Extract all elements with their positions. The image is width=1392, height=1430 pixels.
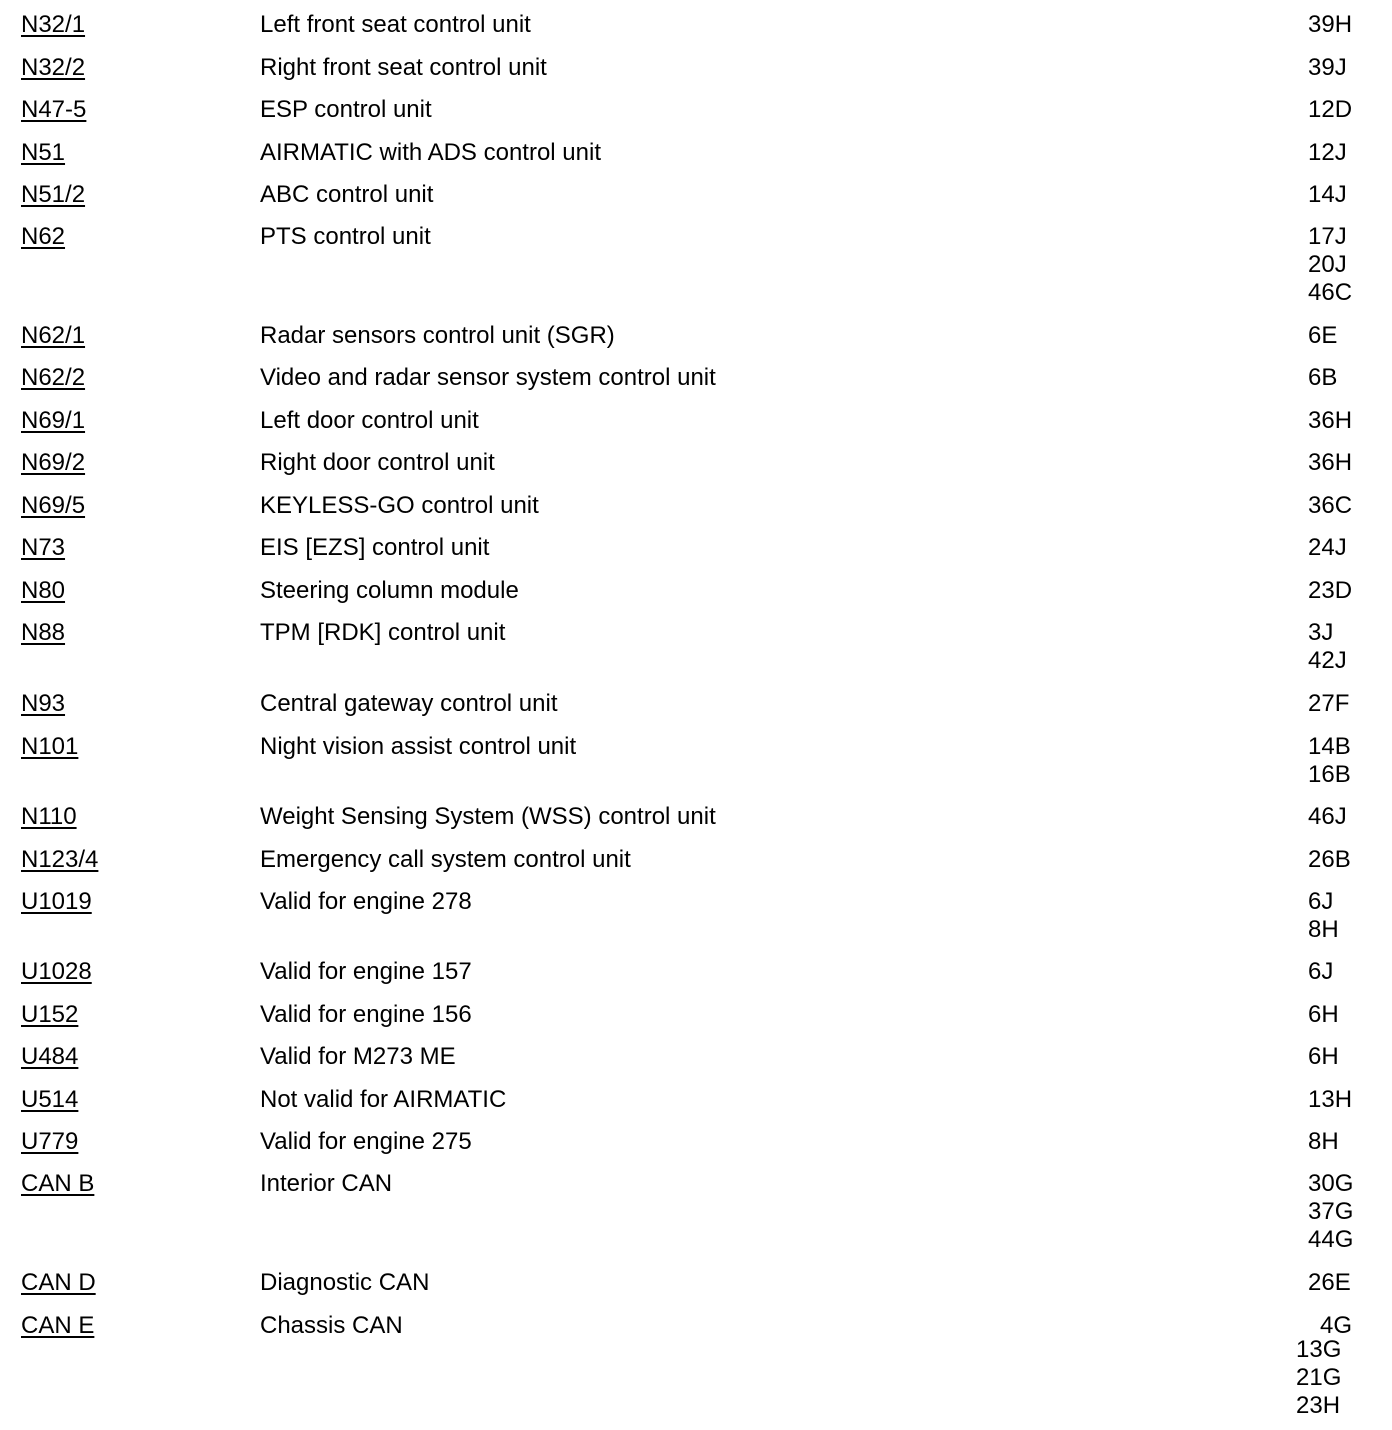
grid-reference: 13H — [1308, 1086, 1353, 1113]
grid-reference: 6H — [1308, 1043, 1339, 1070]
grid-references — [1308, 1128, 1339, 1156]
grid-references — [1308, 181, 1347, 209]
grid-references — [1308, 96, 1352, 124]
grid-references — [1308, 1043, 1339, 1071]
grid-references — [1308, 11, 1352, 39]
grid-references — [1308, 733, 1351, 789]
grid-reference: 17J — [1308, 223, 1347, 250]
component-code-link[interactable]: N69/1 — [21, 407, 86, 434]
grid-reference: 26E — [1308, 1269, 1351, 1296]
component-code-link[interactable]: U1028 — [21, 958, 92, 985]
component-code-link[interactable]: N69/2 — [21, 449, 86, 476]
component-description: Emergency call system control unit — [260, 846, 631, 873]
grid-reference: 20J — [1308, 251, 1347, 278]
component-code-link[interactable]: CAN D — [21, 1269, 96, 1296]
component-code-link[interactable]: N32/2 — [21, 54, 86, 81]
component-code-link[interactable]: N110 — [21, 803, 77, 830]
grid-reference: 26B — [1308, 846, 1351, 873]
component-code-link[interactable]: N32/1 — [21, 11, 86, 38]
grid-references — [1308, 322, 1337, 350]
component-code-link[interactable]: N62/2 — [21, 364, 86, 391]
component-code-link[interactable]: N62 — [21, 223, 66, 250]
grid-reference: 36H — [1308, 449, 1353, 476]
component-code-link[interactable]: N51 — [21, 139, 66, 166]
component-description: Left front seat control unit — [260, 11, 531, 38]
component-description: TPM [RDK] control unit — [260, 619, 506, 646]
component-description: Central gateway control unit — [260, 690, 558, 717]
grid-references — [1308, 1001, 1339, 1029]
grid-reference: 16B — [1308, 761, 1351, 788]
grid-reference: 6E — [1308, 322, 1338, 349]
grid-reference: 30G — [1308, 1170, 1354, 1197]
component-description: AIRMATIC with ADS control unit — [260, 139, 601, 166]
component-description: Valid for engine 275 — [260, 1128, 472, 1155]
grid-references — [1308, 1269, 1351, 1297]
grid-reference: 21G — [1296, 1364, 1342, 1391]
grid-references — [1308, 1086, 1352, 1114]
component-description: Valid for engine 157 — [260, 958, 472, 985]
component-description: ABC control unit — [260, 181, 434, 208]
grid-references — [1308, 690, 1349, 718]
grid-reference: 6J — [1308, 958, 1334, 985]
grid-references — [1308, 54, 1347, 82]
component-description: PTS control unit — [260, 223, 431, 250]
component-description: Interior CAN — [260, 1170, 393, 1197]
grid-references — [1308, 958, 1333, 986]
grid-reference: 27F — [1308, 690, 1350, 717]
grid-reference: 39J — [1308, 54, 1347, 81]
component-code-link[interactable]: N51/2 — [21, 181, 86, 208]
component-description: Steering column module — [260, 577, 519, 604]
component-description: Not valid for AIRMATIC — [260, 1086, 507, 1113]
component-description: Weight Sensing System (WSS) control unit — [260, 803, 716, 830]
grid-references — [1308, 449, 1352, 477]
component-code-link[interactable]: U779 — [21, 1128, 79, 1155]
grid-references — [1308, 846, 1351, 874]
grid-reference: 36C — [1308, 492, 1353, 519]
grid-reference: 23D — [1308, 577, 1353, 604]
grid-reference: 36H — [1308, 407, 1353, 434]
component-description: Valid for M273 ME — [260, 1043, 456, 1070]
component-description: Diagnostic CAN — [260, 1269, 430, 1296]
grid-reference: 46C — [1308, 279, 1353, 306]
component-description: Chassis CAN — [260, 1312, 403, 1339]
grid-references — [1308, 534, 1347, 562]
component-code-link[interactable]: N73 — [21, 534, 66, 561]
component-description: Valid for engine 156 — [260, 1001, 472, 1028]
component-code-link[interactable]: N101 — [21, 733, 79, 760]
component-code-link[interactable]: U514 — [21, 1086, 79, 1113]
component-code-link[interactable]: U484 — [21, 1043, 79, 1070]
grid-reference: 37G — [1308, 1198, 1354, 1225]
grid-references — [1308, 577, 1352, 605]
grid-reference: 12J — [1308, 139, 1347, 166]
grid-references — [1308, 1170, 1353, 1254]
grid-reference: 4G — [1320, 1312, 1353, 1339]
grid-reference: 12D — [1308, 96, 1353, 123]
component-description: Video and radar sensor system control unit — [260, 364, 716, 391]
grid-reference: 46J — [1308, 803, 1347, 830]
grid-reference: 6J — [1308, 888, 1334, 915]
component-description: KEYLESS-GO control unit — [260, 492, 539, 519]
component-description: ESP control unit — [260, 96, 432, 123]
grid-reference: 6H — [1308, 1001, 1339, 1028]
component-code-link[interactable]: U1019 — [21, 888, 92, 915]
component-description: Right front seat control unit — [260, 54, 547, 81]
grid-references — [1308, 223, 1352, 307]
grid-reference: 44G — [1308, 1226, 1354, 1253]
component-description: Right door control unit — [260, 449, 495, 476]
grid-references — [1308, 407, 1352, 435]
component-code-link[interactable]: CAN E — [21, 1312, 95, 1339]
grid-reference: 42J — [1308, 647, 1347, 674]
component-code-link[interactable]: U152 — [21, 1001, 79, 1028]
grid-reference: 39H — [1308, 11, 1353, 38]
grid-reference: 24J — [1308, 534, 1347, 561]
grid-references — [1308, 492, 1352, 520]
component-code-link[interactable]: N69/5 — [21, 492, 86, 519]
grid-references-continued — [1296, 1336, 1341, 1420]
component-code-link[interactable]: N93 — [21, 690, 66, 717]
component-code-link[interactable]: N47-5 — [21, 96, 87, 123]
grid-reference: 8H — [1308, 1128, 1339, 1155]
grid-references — [1308, 888, 1339, 944]
grid-references — [1308, 364, 1337, 392]
grid-reference: 14B — [1308, 733, 1351, 760]
component-description: Night vision assist control unit — [260, 733, 577, 760]
component-code-link[interactable]: N62/1 — [21, 322, 86, 349]
grid-reference: 8H — [1308, 916, 1339, 943]
component-code-link[interactable]: CAN B — [21, 1170, 95, 1197]
grid-references — [1308, 139, 1347, 167]
component-code-link[interactable]: N123/4 — [21, 846, 99, 873]
component-description: EIS [EZS] control unit — [260, 534, 490, 561]
grid-reference: 6B — [1308, 364, 1338, 391]
grid-reference: 3J — [1308, 619, 1334, 646]
grid-reference: 13G — [1296, 1336, 1342, 1363]
grid-reference: 14J — [1308, 181, 1347, 208]
component-description: Left door control unit — [260, 407, 479, 434]
component-description: Valid for engine 278 — [260, 888, 472, 915]
grid-references — [1308, 619, 1347, 675]
component-description: Radar sensors control unit (SGR) — [260, 322, 615, 349]
grid-references — [1308, 803, 1347, 831]
component-code-link[interactable]: N80 — [21, 577, 66, 604]
grid-reference: 23H — [1296, 1392, 1341, 1419]
component-code-link[interactable]: N88 — [21, 619, 66, 646]
